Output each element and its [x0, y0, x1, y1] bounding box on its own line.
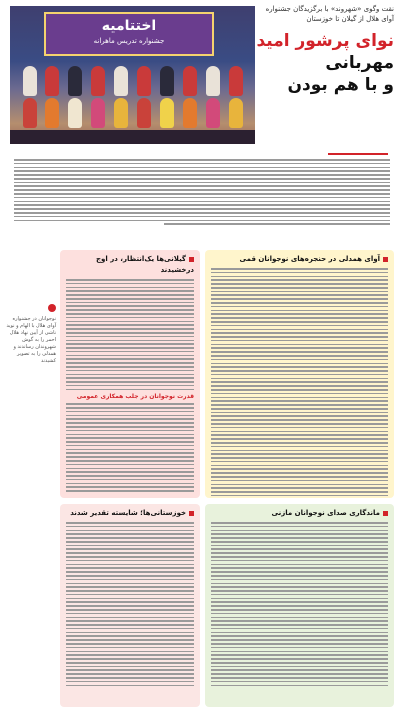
section-gilan-title: گیلانی‌ها یک‌انتظار، در اوج درخشیدند	[66, 254, 194, 276]
headline-block	[256, 4, 394, 96]
banner-subtitle: جشنواره تدریس ماهرانه	[93, 37, 165, 45]
stage-floor	[10, 130, 255, 144]
section-gilan-subtitle: قدرت نوجوانان در جلب همکاری عمومی	[76, 393, 194, 401]
intro-red-lead	[328, 153, 388, 155]
section-qom	[205, 250, 394, 498]
stage-banner	[44, 12, 214, 56]
headline-line2: مهربانی	[325, 53, 394, 73]
section-mazandaran	[205, 504, 394, 707]
sidebar-note-text: نوجوانان در جشنواره آوای هلال با الهام و نوید ناشی از آیین نهاد هلال احمر را به گوش شهروندان رساندند و همدلی را به تصویر کشیدند	[6, 316, 56, 364]
section-gilan	[60, 250, 200, 498]
front-row-people	[10, 98, 255, 128]
sidebar-note	[6, 304, 56, 365]
section-mazandaran-title: ماندگاری صدای نوجوانان مازنی	[211, 508, 388, 519]
event-photo	[10, 6, 255, 144]
section-khuzestan	[60, 504, 200, 707]
banner-title: اختتامیه	[101, 18, 157, 34]
red-dot-icon	[48, 304, 56, 312]
headline-line3: و با هم بودن	[287, 75, 394, 95]
headline-red: نوای پرشور امید	[256, 31, 394, 51]
section-khuzestan-title: خوزستانی‌ها؛ شایسته تقدیر شدند	[66, 508, 194, 519]
back-row-people	[10, 66, 255, 96]
intro-text	[10, 150, 394, 240]
section-qom-title: آوای همدلی در حنجره‌های نوجوانان قمی	[211, 254, 388, 265]
kicker: نقت وگوی «شهروند» با برگزیدگان جشنواره آوای هلال از گیلان تا خوزستان	[265, 5, 394, 23]
